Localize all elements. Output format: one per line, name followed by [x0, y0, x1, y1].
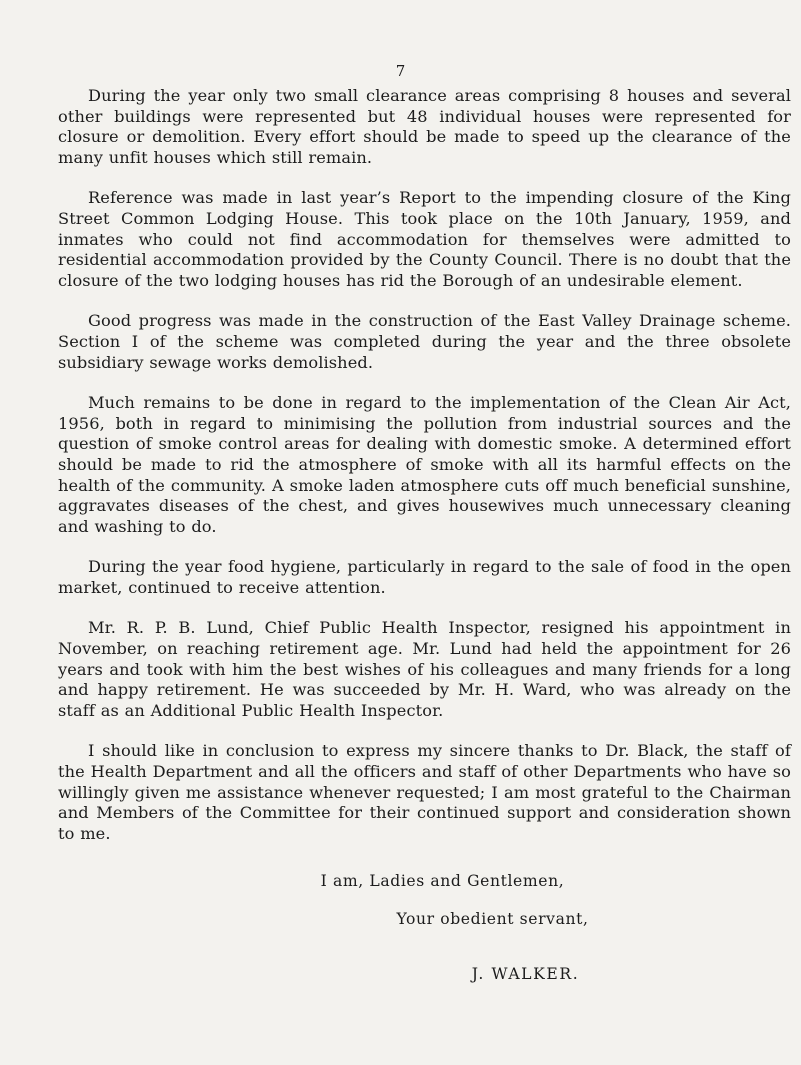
report-body	[58, 86, 791, 864]
page-number: 7	[395, 62, 406, 80]
paragraph-acknowledgements: I should like in conclusion to express my sincere thanks to Dr. Black, the staff of the Health Department and all the officers and staff of other Departments who have so willingly given me assistance whenever requested; I am most grateful to the Chairman and Members of the Committee for their continued support and consideration shown to me.	[58, 741, 791, 843]
closing-sign-off: Your obedient servant,	[396, 910, 589, 928]
closing-signature: J. WALKER.	[471, 965, 580, 983]
paragraph-lodging-house: Reference was made in last year’s Report to the impending closure of the King Street Common Lodging House. This took place on the 10th January, 1959, and inmates who could not find accommodation for themselves were admitted to residential accommodation provided by the County Council. There is no doubt that the closure of the two lodging houses has rid the Borough of an undesirable element.	[58, 188, 791, 290]
closing-salutation: I am, Ladies and Gentlemen,	[320, 872, 565, 890]
paragraph-staff-retirement: Mr. R. P. B. Lund, Chief Public Health Inspector, resigned his appointment in November, on reaching retirement age. Mr. Lund had held the appointment for 26 years and took with him the best wishes of his colleagues and many friends for a long and happy retirement. He was succeeded by Mr. H. Ward, who was already on the staff as an Additional Public Health Inspector.	[58, 618, 791, 720]
paragraph-clean-air-act: Much remains to be done in regard to the implementation of the Clean Air Act, 1956, both in regard to minimising the pollution from industrial sources and the question of smoke control areas for dealing with domestic smoke. A determined effort should be made to rid the atmosphere of smoke with all its harmful effects on the health of the community. A smoke laden atmosphere cuts off much beneficial sunshine, aggravates diseases of the chest, and gives housewives much unnecessary cleaning and washing to do.	[58, 393, 791, 536]
paragraph-clearance-areas: During the year only two small clearance areas comprising 8 houses and several other buildings were represented but 48 individual houses were represented for closure or demolition. Every effort should be made to speed up the clearance of the many unfit houses which still remain.	[58, 86, 791, 167]
paragraph-food-hygiene: During the year food hygiene, particularly in regard to the sale of food in the open market, continued to receive attention.	[58, 557, 791, 597]
paragraph-drainage-scheme: Good progress was made in the construction of the East Valley Drainage scheme. Section I of the scheme was completed during the year and the three obsolete subsidiary sewage works demolished.	[58, 311, 791, 372]
